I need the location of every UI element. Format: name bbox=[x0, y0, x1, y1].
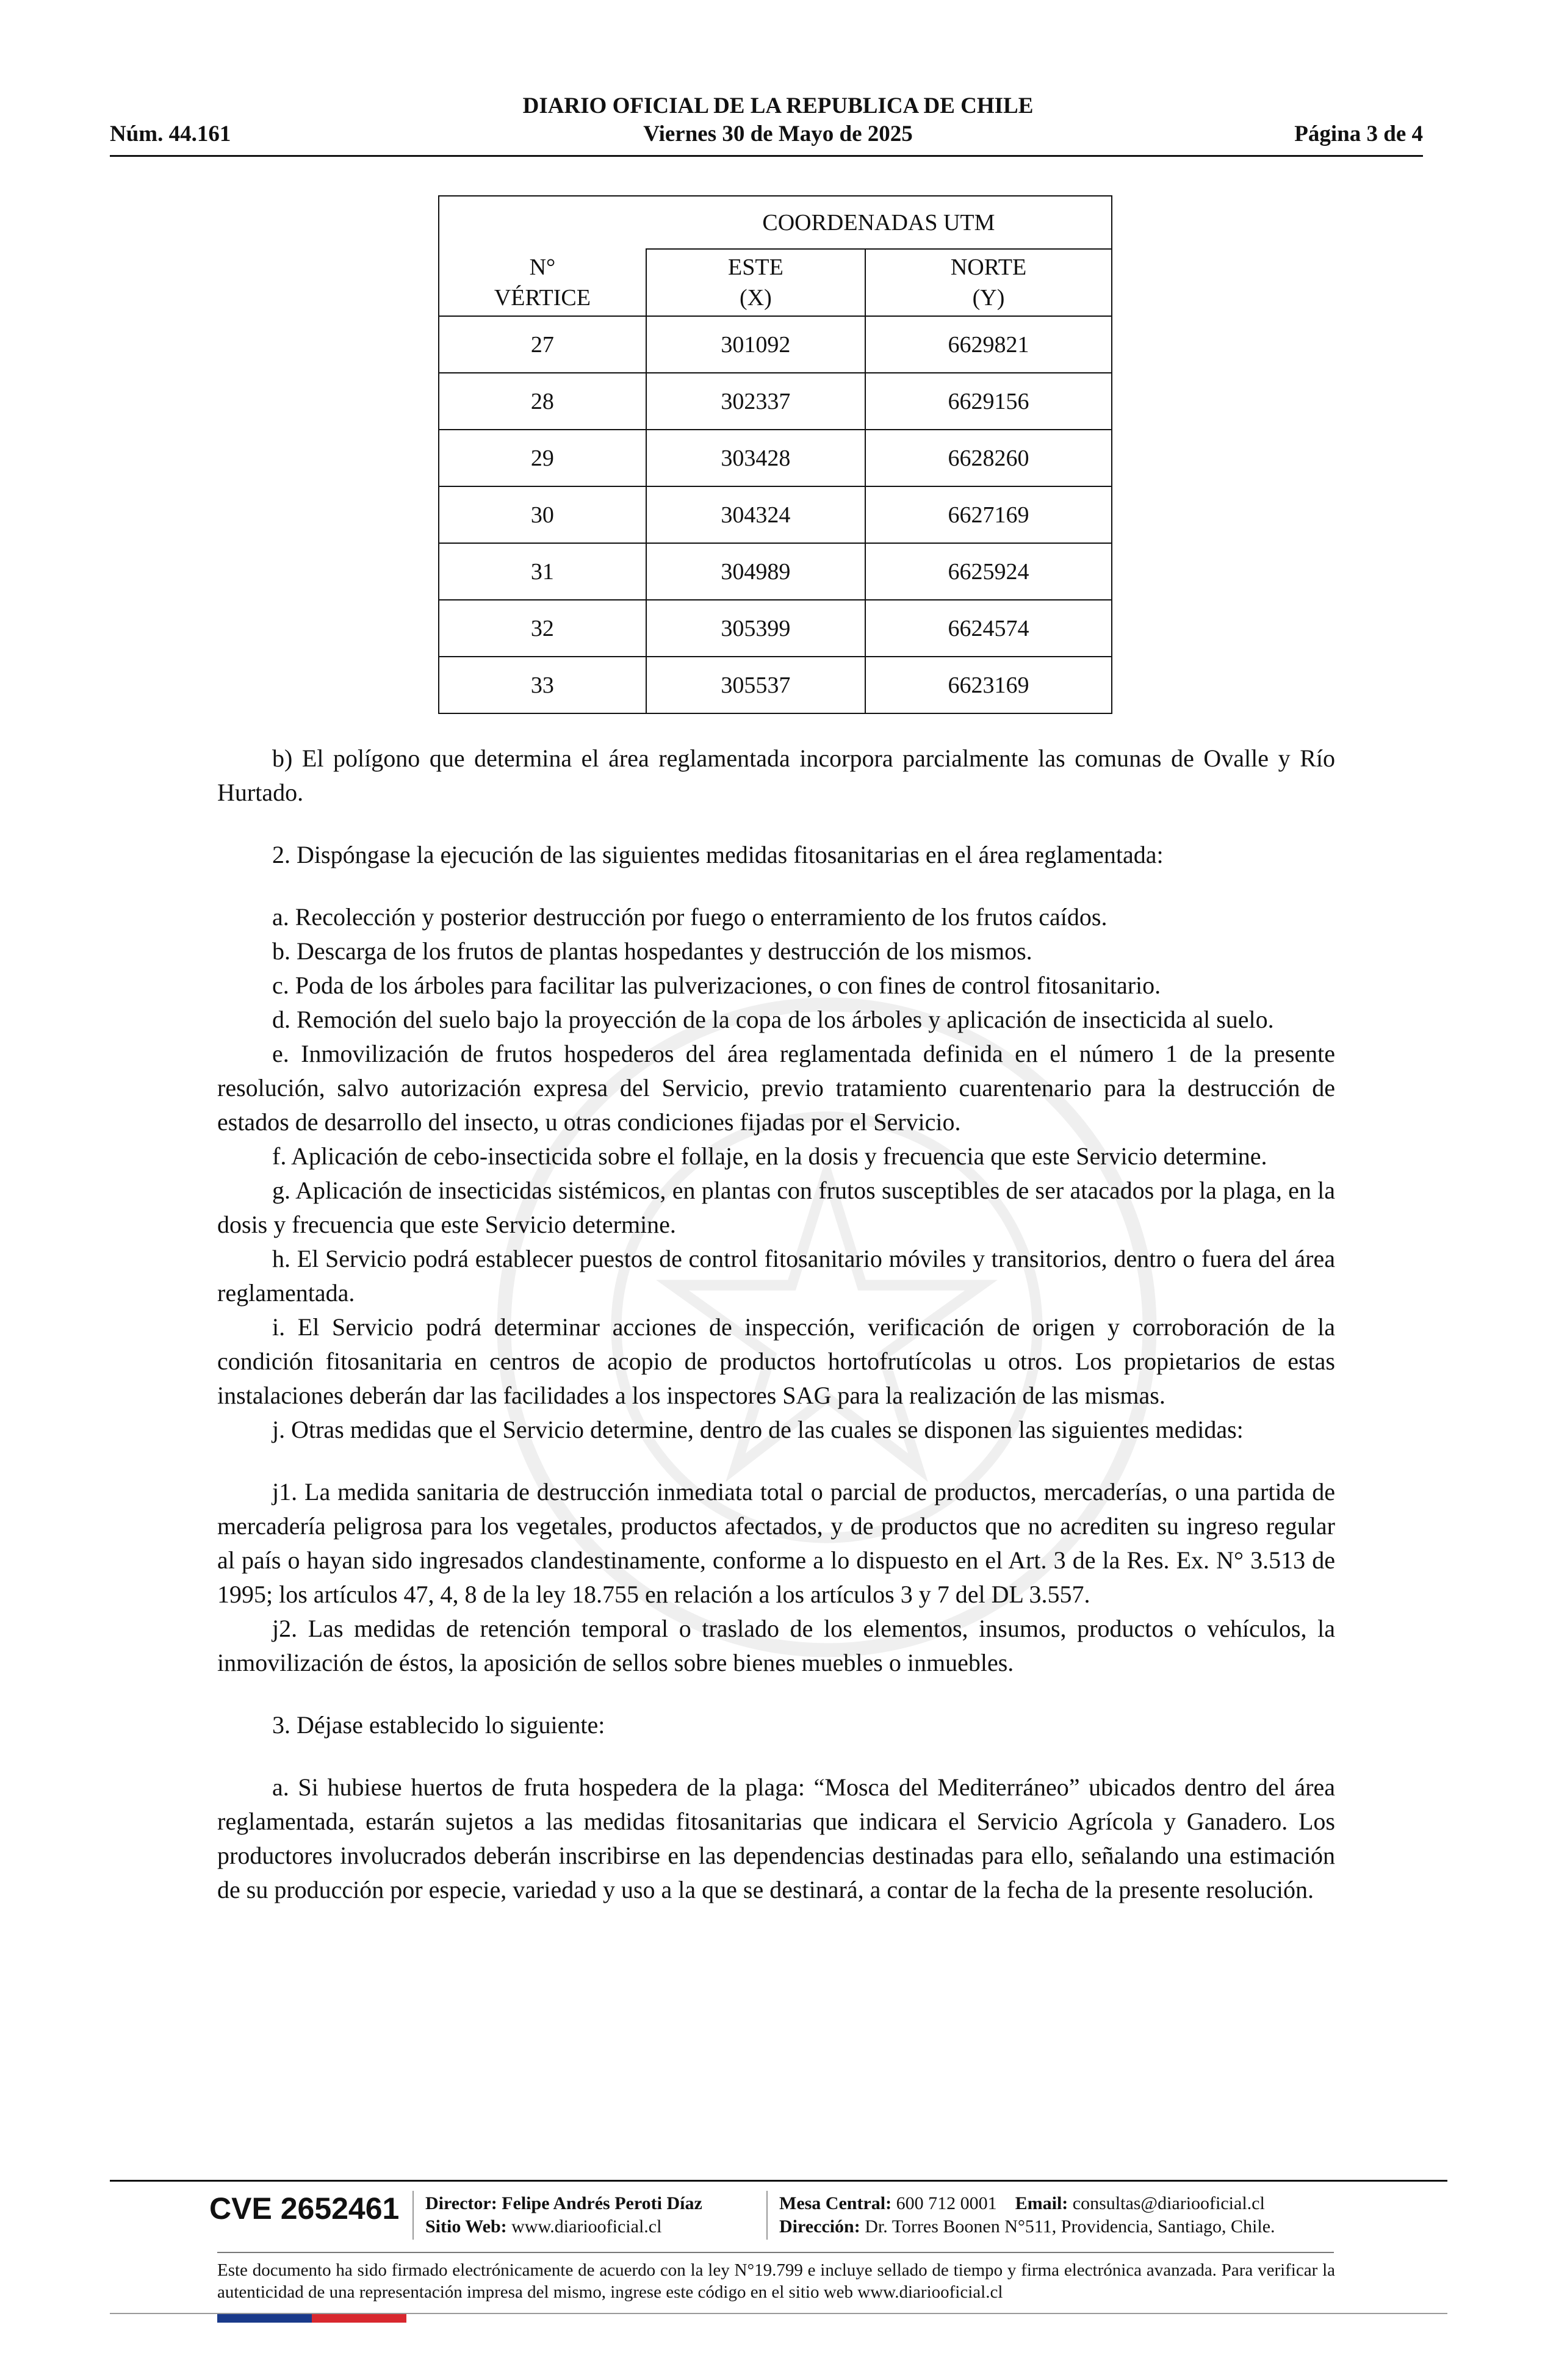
measure-c: c. Poda de los árboles para facilitar las pulverizaciones, o con fines de control fitosanitario. bbox=[272, 972, 1161, 999]
table-row bbox=[439, 373, 1112, 430]
table-row bbox=[439, 543, 1112, 600]
north-cell: 6625924 bbox=[865, 543, 1112, 600]
page-number: Página 3 de 4 bbox=[1294, 121, 1423, 146]
measure-h: h. El Servicio podrá establecer puestos de control fitosanitario móviles y transitorios, dentro o fuera del área reglamentada. bbox=[217, 1245, 1335, 1307]
signature-notice: Este documento ha sido firmado electrónicamente de acuerdo con la ley N°19.799 e incluye sellado de tiempo y firma electrónica avanzada. Para verificar la autenticidad de una representación impresa del mismo, ingrese este código en el sitio web www.diariooficial.cl bbox=[217, 2260, 1335, 2302]
paragraph-2: 2. Dispóngase la ejecución de las siguientes medidas fitosanitarias en el área reglamentada: bbox=[272, 841, 1164, 868]
table-row bbox=[439, 430, 1112, 486]
east-cell: 301092 bbox=[646, 316, 865, 373]
east-cell: 305537 bbox=[646, 657, 865, 713]
email-label: Email: bbox=[1015, 2193, 1068, 2213]
measure-f: f. Aplicación de cebo-insecticida sobre el follaje, en la dosis y frecuencia que este Servicio determine. bbox=[272, 1142, 1267, 1170]
north-cell: 6629821 bbox=[865, 316, 1112, 373]
east-cell: 305399 bbox=[646, 600, 865, 657]
north-cell: 6623169 bbox=[865, 657, 1112, 713]
measure-j2: j2. Las medidas de retención temporal o traslado de los elementos, insumos, productos o vehículos, la inmovilización de éstos, la aposición de sellos sobre bienes muebles o inmuebles. bbox=[217, 1615, 1335, 1676]
table-row bbox=[439, 657, 1112, 713]
utm-coordinates-table bbox=[438, 195, 1112, 714]
east-cell: 304324 bbox=[646, 486, 865, 543]
table-title: COORDENADAS UTM bbox=[646, 196, 1112, 249]
header-divider bbox=[110, 155, 1423, 157]
director-name: Felipe Andrés Peroti Díaz bbox=[502, 2193, 702, 2213]
footer-separator bbox=[766, 2191, 768, 2240]
email-link[interactable]: consultas@diariooficial.cl bbox=[1072, 2193, 1265, 2213]
header-vertex: N° VÉRTICE bbox=[439, 249, 646, 316]
vertex-cell: 30 bbox=[439, 486, 646, 543]
measure-b: b. Descarga de los frutos de plantas hospedantes y destrucción de los mismos. bbox=[272, 937, 1032, 965]
issue-number: Núm. 44.161 bbox=[110, 121, 231, 146]
measure-j: j. Otras medidas que el Servicio determine, dentro de las cuales se disponen las siguientes medidas: bbox=[272, 1416, 1244, 1443]
measure-g: g. Aplicación de insecticidas sistémicos, en plantas con frutos susceptibles de ser atacados por la plaga, en la dosis y frecuencia que este Servicio determine. bbox=[217, 1177, 1335, 1238]
director-label: Director: bbox=[425, 2193, 497, 2213]
website-link[interactable]: www.diariooficial.cl bbox=[511, 2216, 662, 2237]
measure-a: a. Recolección y posterior destrucción por fuego o enterramiento de los frutos caídos. bbox=[272, 903, 1108, 931]
vertex-cell: 29 bbox=[439, 430, 646, 486]
east-cell: 302337 bbox=[646, 373, 865, 430]
flag-stripe-red bbox=[312, 2314, 406, 2323]
header-east: ESTE (X) bbox=[646, 249, 865, 316]
measure-e: e. Inmovilización de frutos hospederos del área reglamentada definida en el número 1 de la presente resolución, salvo autorización expresa del Servicio, previo tratamiento cuarentenario para la destrucción de estados de desarrollo del insecto, u otras condiciones fijadas por el Servicio. bbox=[217, 1040, 1335, 1136]
provision-3a: a. Si hubiese huertos de fruta hospedera de la plaga: “Mosca del Mediterráneo” ubicados dentro del área reglamentada, estarán sujetos a las medidas fitosanitarias que indicara el Servicio Agrícola y Ganadero. Los productores involucrados deberán inscribirse en las dependencias destinadas para ello, señalando una estimación de su producción por especie, variedad y uso a la que se destinará, a contar de la fecha de la presente resolución. bbox=[217, 1773, 1335, 1903]
footer-contact-block bbox=[779, 2192, 1275, 2238]
table-row bbox=[439, 486, 1112, 543]
resolution-body bbox=[217, 741, 1335, 1907]
north-cell: 6627169 bbox=[865, 486, 1112, 543]
cve-code: CVE 2652461 bbox=[209, 2191, 400, 2226]
east-cell: 303428 bbox=[646, 430, 865, 486]
east-cell: 304989 bbox=[646, 543, 865, 600]
vertex-cell: 32 bbox=[439, 600, 646, 657]
header-north: NORTE (Y) bbox=[865, 249, 1112, 316]
north-cell: 6628260 bbox=[865, 430, 1112, 486]
vertex-cell: 27 bbox=[439, 316, 646, 373]
newspaper-title: DIARIO OFICIAL DE LA REPUBLICA DE CHILE bbox=[522, 93, 1034, 118]
address-label: Dirección: bbox=[779, 2216, 860, 2237]
mesa-label: Mesa Central: bbox=[779, 2193, 892, 2213]
website-label: Sitio Web: bbox=[425, 2216, 507, 2237]
paragraph-3: 3. Déjase establecido lo siguiente: bbox=[272, 1711, 605, 1739]
vertex-cell: 28 bbox=[439, 373, 646, 430]
issue-date: Viernes 30 de Mayo de 2025 bbox=[643, 121, 913, 146]
vertex-cell: 31 bbox=[439, 543, 646, 600]
mesa-phone: 600 712 0001 bbox=[896, 2193, 997, 2213]
vertex-cell: 33 bbox=[439, 657, 646, 713]
flag-stripe-blue bbox=[217, 2314, 312, 2323]
north-cell: 6629156 bbox=[865, 373, 1112, 430]
footer-divider bbox=[110, 2180, 1447, 2182]
north-cell: 6624574 bbox=[865, 600, 1112, 657]
footer-separator bbox=[412, 2191, 414, 2240]
footer-note-divider bbox=[217, 2252, 1334, 2253]
address-value: Dr. Torres Boonen N°511, Providencia, Santiago, Chile. bbox=[865, 2216, 1275, 2237]
table-row bbox=[439, 316, 1112, 373]
table-row bbox=[439, 600, 1112, 657]
footer-director-block bbox=[425, 2192, 702, 2238]
measure-d: d. Remoción del suelo bajo la proyección de la copa de los árboles y aplicación de insecticida al suelo. bbox=[272, 1006, 1274, 1033]
measure-i: i. El Servicio podrá determinar acciones de inspección, verificación de origen y corroboración de la condición fitosanitaria en centros de acopio de productos hortofrutícolas u otros. Los propietarios de estas instalaciones deberán dar las facilidades a los inspectores SAG para la realización de las mismas. bbox=[217, 1313, 1335, 1409]
measure-j1: j1. La medida sanitaria de destrucción inmediata total o parcial de productos, mercaderías, o una partida de mercadería peligrosa para los vegetales, productos afectados, y de productos que no acrediten su ingreso regular al país o hayan sido ingresados clandestinamente, conforme a lo dispuesto en el Art. 3 de la Res. Ex. N° 3.513 de 1995; los artículos 47, 4, 8 de la ley 18.755 en relación a los artículos 3 y 7 del DL 3.557. bbox=[217, 1478, 1335, 1608]
paragraph-b: b) El polígono que determina el área reglamentada incorpora parcialmente las comunas de Ovalle y Río Hurtado. bbox=[217, 745, 1335, 806]
